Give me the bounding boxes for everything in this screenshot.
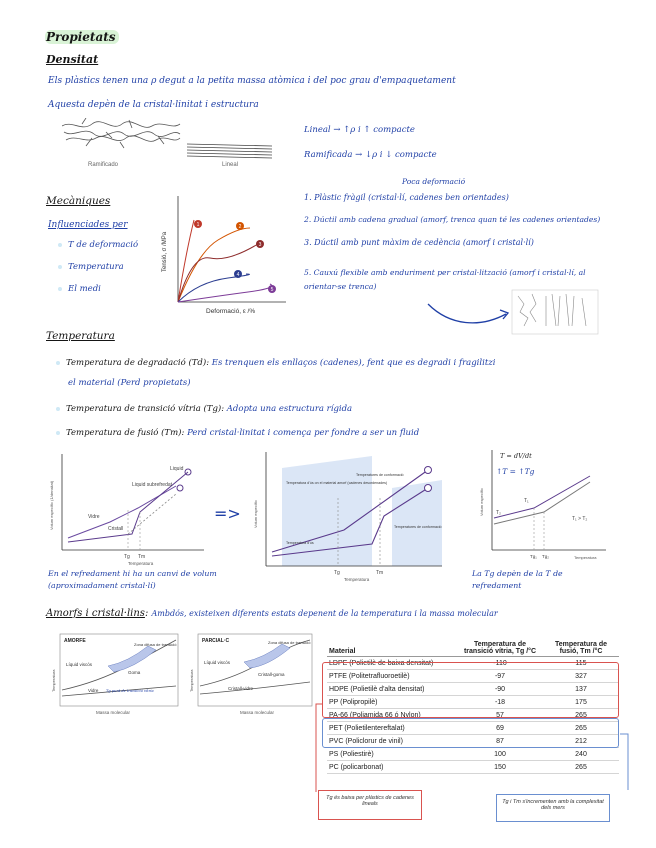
tg-cell: 57 bbox=[457, 709, 543, 722]
tm-cell: 240 bbox=[543, 748, 619, 761]
svg-text:T₁: T₁ bbox=[524, 498, 529, 504]
influences-title: Influenciades per bbox=[48, 220, 128, 230]
material-name-cell: PP (Polipropilè) bbox=[327, 696, 457, 709]
svg-text:Temperatura: Temperatura bbox=[51, 669, 56, 692]
heading-densitat: Densitat bbox=[46, 53, 99, 66]
material-name-cell: PVC (Policlorur de vinil) bbox=[327, 735, 457, 748]
svg-text:Líquid viscós: Líquid viscós bbox=[66, 662, 93, 667]
points-title: Poca deformació bbox=[402, 177, 466, 186]
heading-propietats: Propietats bbox=[46, 30, 116, 44]
svg-text:Temperatura d'ús: Temperatura d'ús bbox=[286, 541, 314, 545]
svg-text:↑T = ↑Tg: ↑T = ↑Tg bbox=[496, 467, 535, 476]
curved-arrow bbox=[428, 304, 506, 323]
marker-label: 5 bbox=[270, 287, 274, 293]
svg-text:Tg₂: Tg₂ bbox=[542, 554, 549, 559]
table-header-row bbox=[327, 640, 619, 657]
caption-left: En el refredament hi ha un canvi de volum (aproximadament cristal·lí) bbox=[48, 569, 217, 590]
svg-text:Líquid viscós: Líquid viscós bbox=[204, 660, 231, 665]
label-lineal: Lineal bbox=[222, 162, 239, 168]
svg-text:Massa molecular: Massa molecular bbox=[96, 710, 131, 715]
amorphous-chart bbox=[48, 632, 180, 716]
tm-cell: 265 bbox=[543, 761, 619, 774]
curve-t1 bbox=[494, 476, 590, 518]
table-header: Temperatura de transició vítria, Tg /°C bbox=[457, 640, 543, 657]
tm-cell: 265 bbox=[543, 709, 619, 722]
tg-cell: 100 bbox=[457, 748, 543, 761]
semicrystalline-chart bbox=[186, 632, 314, 716]
tm-cell: 265 bbox=[543, 722, 619, 735]
volume-zones-chart bbox=[252, 448, 444, 582]
svg-text:Cristall-vidre: Cristall-vidre bbox=[228, 686, 254, 691]
densitat-line-1: Els plàstics tenen una ρ degut a la petita massa atòmica i del poc grau d'empaquetament bbox=[48, 76, 456, 86]
heading-temperatura: Temperatura bbox=[46, 330, 115, 342]
tm-cell: 137 bbox=[543, 683, 619, 696]
densitat-line-2: Aquesta depèn de la cristal·linitat i estructura bbox=[48, 100, 259, 110]
svg-text:Tm: Tm bbox=[138, 554, 146, 560]
tg-cell: -18 bbox=[457, 696, 543, 709]
svg-text:Tg: Tg bbox=[334, 570, 340, 576]
table-header: Temperatura de fusió, Tm /°C bbox=[543, 640, 619, 657]
svg-text:Goma: Goma bbox=[128, 670, 141, 675]
material-name-cell: LDPE (Polietilè de baixa densitat) bbox=[327, 657, 457, 670]
heading-mecaniques: Mecàniques bbox=[46, 195, 111, 207]
svg-text:Temperatura: Temperatura bbox=[344, 577, 370, 582]
amorfs-line: Amorfs i cristal·lins: Ambdós, existeixen diferents estats depenent de la temperatura i la massa molecular bbox=[46, 608, 498, 619]
svg-text:Volum específic (1/densitat): Volum específic (1/densitat) bbox=[49, 480, 54, 530]
stress-strain-chart bbox=[158, 192, 290, 316]
note-right: Tg i Tm s'incrementen amb la complexitat dels mers bbox=[496, 794, 610, 822]
material-name-cell: PS (Poliestirè) bbox=[327, 748, 457, 761]
material-name-cell: PA-66 (Poliamida 66 ó Nylon) bbox=[327, 709, 457, 722]
chain-sketch bbox=[512, 290, 598, 334]
chart-ylabel: Tensió, σ /MPa bbox=[162, 231, 168, 272]
svg-text:Temperatura: Temperatura bbox=[574, 555, 597, 560]
amorfs-text: Ambdós, existeixen diferents estats depenent de la temperatura i la massa molecular bbox=[151, 609, 498, 618]
material-name-cell: HDPE (Polietilè d'alta densitat) bbox=[327, 683, 457, 696]
tg-cell: 87 bbox=[457, 735, 543, 748]
svg-text:Volum específic: Volum específic bbox=[253, 499, 258, 528]
curve-1 bbox=[178, 220, 194, 302]
influence-item: El medi bbox=[58, 284, 101, 294]
mech-point-5: 5. Cauxú flexible amb enduriment per cristal·lització (amorf i cristal·lí, al orientar-se trenca) bbox=[304, 268, 586, 291]
tg-cell: 69 bbox=[457, 722, 543, 735]
polymer-chains-figure bbox=[62, 118, 278, 168]
note-lineal: Lineal → ↑ρ i ↑ compacte bbox=[304, 125, 415, 135]
svg-text:Liquid: Liquid bbox=[170, 466, 184, 472]
tg-cell: -110 bbox=[457, 657, 543, 670]
note-left: Tg és baixa per plàstics de cadenes lineals bbox=[318, 790, 422, 820]
svg-text:Vidre: Vidre bbox=[88, 688, 99, 693]
connector-lines bbox=[300, 700, 640, 804]
svg-text:Tg₁: Tg₁ bbox=[530, 554, 537, 559]
temp-item-tg: Temperatura de transició vítria (Tg): Adopta una estructura rígida bbox=[56, 404, 352, 414]
svg-text:Temperatura: Temperatura bbox=[189, 669, 194, 692]
svg-text:Cristall-goma: Cristall-goma bbox=[258, 672, 285, 677]
volume-temperature-chart bbox=[48, 450, 206, 566]
influence-item: Temperatura bbox=[58, 262, 124, 272]
branched-chains bbox=[62, 118, 180, 148]
svg-text:Tg punt de transició vítria: Tg punt de transició vítria bbox=[106, 689, 154, 693]
svg-text:Volum específic: Volum específic bbox=[479, 487, 484, 516]
tm-cell: 212 bbox=[543, 735, 619, 748]
svg-text:PARCIAL·C: PARCIAL·C bbox=[202, 638, 230, 644]
tm-cell: 327 bbox=[543, 670, 619, 683]
material-name-cell: PC (policarbonat) bbox=[327, 761, 457, 774]
table-header: Material bbox=[327, 640, 457, 657]
svg-text:Cristall: Cristall bbox=[108, 526, 124, 532]
temp-item-degradacio: Temperatura de degradació (Td): Es trenquen els enllaços (cadenes), fent que es degradi i fragilitzi bbox=[56, 358, 495, 368]
svg-text:T₁ > T₂: T₁ > T₂ bbox=[572, 516, 588, 522]
material-name-cell: PET (Polietilentereftalat) bbox=[327, 722, 457, 735]
svg-text:Vidre: Vidre bbox=[88, 514, 100, 520]
svg-text:AMORFE: AMORFE bbox=[64, 638, 86, 644]
cooling-rate-chart bbox=[478, 446, 608, 562]
svg-text:Temperatura: Temperatura bbox=[128, 561, 154, 566]
svg-text:Tg: Tg bbox=[124, 554, 130, 560]
caption-right: La Tg depèn de la T de refredament bbox=[472, 569, 563, 590]
zone-shading bbox=[392, 480, 442, 566]
svg-text:Zona difusa de transició: Zona difusa de transició bbox=[134, 642, 177, 647]
tg-cell: 150 bbox=[457, 761, 543, 774]
svg-text:Liquid subrefredat: Liquid subrefredat bbox=[132, 482, 173, 488]
curve-3 bbox=[178, 244, 258, 302]
svg-text:T₂: T₂ bbox=[496, 510, 501, 516]
tg-cell: -97 bbox=[457, 670, 543, 683]
svg-text:Temperatura d'ús on el materia: Temperatura d'ús on el material amorf (cadenes desordenades) bbox=[286, 481, 388, 485]
curve-2 bbox=[178, 228, 250, 302]
chart-xlabel: Deformació, ε /% bbox=[206, 308, 256, 315]
label-ramificado: Ramificado bbox=[88, 162, 119, 168]
svg-text:Zona difusa de transició: Zona difusa de transició bbox=[268, 640, 311, 645]
marker-label: 4 bbox=[236, 272, 240, 278]
note-ramificada: Ramificada → ↓ρ i ↓ compacte bbox=[304, 150, 437, 160]
material-name-cell: PTFE (Politetrafluoroetilè) bbox=[327, 670, 457, 683]
marker-label: 1 bbox=[196, 222, 200, 228]
mech-point-1: 1. Plàstic fràgil (cristal·lí, cadenes ben orientades) bbox=[304, 193, 509, 202]
marker-label: 3 bbox=[258, 242, 262, 248]
curve-5 bbox=[178, 284, 272, 302]
rubber-sketch bbox=[420, 286, 606, 338]
mech-point-2: 2. Dúctil amb cadena gradual (amorf, trenca quan té les cadenes orientades) bbox=[304, 215, 601, 224]
marker-label: 2 bbox=[238, 224, 242, 230]
svg-text:Tm: Tm bbox=[376, 570, 384, 576]
temp-item-tm: Temperatura de fusió (Tm): Perd cristal·linitat i comença per fondre a ser un fluid bbox=[56, 428, 419, 438]
tm-cell: 115 bbox=[543, 657, 619, 670]
svg-text:Temperatures de conformació: Temperatures de conformació bbox=[394, 525, 442, 529]
svg-text:Temperatures de conformació: Temperatures de conformació bbox=[356, 473, 404, 477]
tm-cell: 175 bbox=[543, 696, 619, 709]
heading-amorfs: Amorfs i cristal·lins bbox=[46, 608, 145, 619]
influence-item: T de deformació bbox=[58, 240, 138, 250]
tg-cell: -90 bbox=[457, 683, 543, 696]
arrow-symbol: => bbox=[214, 504, 241, 523]
linear-chains bbox=[187, 144, 272, 158]
point-marker bbox=[177, 485, 183, 491]
mech-point-3: 3. Dúctil amb punt màxim de cedència (amorf i cristal·lí) bbox=[304, 238, 534, 247]
svg-text:T = dV/dt: T = dV/dt bbox=[500, 452, 532, 460]
svg-text:Massa molecular: Massa molecular bbox=[240, 710, 275, 715]
temp-item-degradacio-cont: el material (Perd propietats) bbox=[68, 378, 191, 388]
